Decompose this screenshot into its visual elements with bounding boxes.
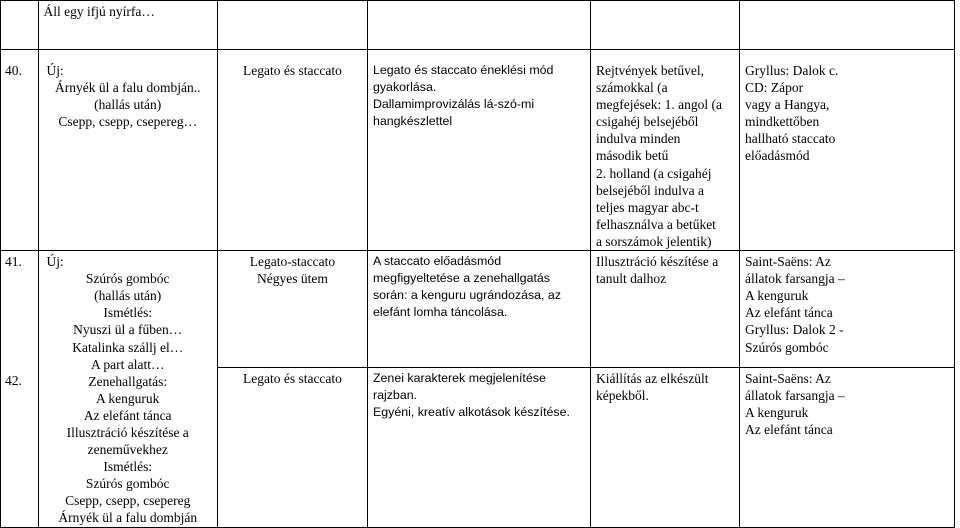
skill-line: Legato-staccato <box>249 254 336 270</box>
song-line: (hallás után) <box>94 288 162 304</box>
song-line: Új: <box>46 254 64 270</box>
song-line: Ismétlés: <box>103 305 153 321</box>
listening-line: állatok farsangja – <box>745 387 845 403</box>
song-line: Illusztráció készítése a <box>66 424 189 440</box>
lesson-number: 41. <box>5 254 22 270</box>
activity-line: Zenei karakterek megjelenítése <box>372 370 546 385</box>
integration-line: teljes magyar abc-t <box>596 199 699 215</box>
activities-cell <box>367 367 590 527</box>
song-line: Árnyék ül a falu dombján.. <box>54 80 201 96</box>
table-row <box>1 251 955 368</box>
song-line: A kenguruk <box>96 390 160 406</box>
integration-line: Kiállítás az elkészült <box>596 370 709 386</box>
song-title-cell <box>38 1 217 50</box>
songs-cell <box>38 251 217 528</box>
listening-line: hallható staccato <box>745 131 836 147</box>
lesson-number-cell <box>1 251 39 528</box>
song-line: Szúrós gombóc <box>85 476 170 492</box>
listening-line: Saint-Saëns: Az <box>745 254 831 270</box>
integration-line: képekből. <box>596 387 649 403</box>
listening-line: Az elefánt tánca <box>745 305 833 321</box>
table-row <box>1 1 955 50</box>
listening-line: Szúrós gombóc <box>745 339 829 355</box>
skill-line: Legato és staccato <box>242 370 342 386</box>
integration-line: megfejések: 1. angol (a <box>596 97 722 113</box>
empty-cell <box>591 1 740 50</box>
song-line: Árnyék ül a falu dombján <box>58 510 198 526</box>
listening-cell <box>740 50 955 251</box>
lesson-number: 42. <box>5 373 22 389</box>
activity-line: Dallamimprovizálás lá-szó-mi <box>372 97 535 112</box>
integration-line: indulva minden <box>596 131 681 147</box>
listening-line: mindkettőben <box>745 114 820 130</box>
song-line: (hallás után) <box>94 97 162 113</box>
song-title: Áll egy ifjú nyírfa… <box>43 4 155 19</box>
integration-line: Illusztráció készítése a <box>596 254 719 270</box>
activity-line: gyakorlása. <box>372 80 437 95</box>
listening-line: előadásmód <box>745 148 810 164</box>
activity-line: A staccato előadásmód <box>372 254 502 269</box>
listening-line: A kenguruk <box>745 288 809 304</box>
integration-cell <box>591 367 740 527</box>
integration-line: 2. holland (a csigahéj <box>596 165 712 181</box>
lesson-number: 40. <box>5 63 22 78</box>
skill-line: Legato és staccato <box>242 63 342 78</box>
activity-line: Legato és staccato éneklési mód <box>372 63 554 77</box>
activities-cell <box>367 50 590 251</box>
songs-cell <box>38 50 217 251</box>
listening-line: Az elefánt tánca <box>745 421 833 437</box>
empty-cell <box>367 1 590 50</box>
integration-cell <box>591 251 740 368</box>
listening-line: Gryllus: Dalok c. <box>745 63 839 78</box>
skills-cell <box>217 50 367 251</box>
listening-line: Gryllus: Dalok 2 - <box>745 322 844 338</box>
activity-line: Egyéni, kreatív alkotások készítése. <box>372 404 570 419</box>
table-row <box>1 50 955 251</box>
integration-line: felhasználva a betűket <box>596 216 716 232</box>
listening-line: CD: Zápor <box>745 80 804 96</box>
integration-line: csigahéj belsejéből <box>596 114 699 130</box>
integration-line: számokkal (a <box>596 80 668 96</box>
song-line: A part alatt… <box>90 356 165 372</box>
song-line: zeneművekhez <box>87 442 168 458</box>
activity-line: megfigyeltetése a zenehallgatás <box>372 271 550 286</box>
integration-line: a sorszámok jelentik) <box>596 233 712 249</box>
empty-cell <box>740 1 955 50</box>
empty-cell <box>1 1 39 50</box>
listening-cell <box>740 367 955 527</box>
skills-cell <box>217 251 367 368</box>
integration-line: második betű <box>596 148 669 164</box>
song-line: Zenehallgatás: <box>88 373 168 389</box>
skills-cell <box>217 367 367 527</box>
song-line: Ismétlés: <box>103 459 153 475</box>
empty-cell <box>217 1 367 50</box>
listening-line: A kenguruk <box>745 404 809 420</box>
integration-line: belsejéből indulva a <box>596 182 704 198</box>
listening-line: vagy a Hangya, <box>745 97 830 113</box>
integration-cell <box>591 50 740 251</box>
activity-line: hangkészlettel <box>372 114 453 129</box>
song-line: Az elefánt tánca <box>83 407 172 423</box>
integration-line: tanult dalhoz <box>596 271 667 287</box>
song-line: Nyuszi ül a fűben… <box>73 322 183 338</box>
listening-line: Saint-Saëns: Az <box>745 370 831 386</box>
song-line: Új: <box>46 63 64 78</box>
song-line: Katalinka szállj el… <box>72 339 184 355</box>
integration-line: Rejtvények betűvel, <box>596 63 704 78</box>
lesson-number-cell <box>1 50 39 251</box>
activity-line: elefánt lomha táncolása. <box>372 305 508 320</box>
skill-line: Négyes ütem <box>257 271 328 287</box>
song-line: Szúrós gombóc <box>85 271 170 287</box>
activity-line: során: a kenguru ugrándozása, az <box>372 288 562 303</box>
listening-cell <box>740 251 955 368</box>
listening-line: állatok farsangja – <box>745 271 845 287</box>
activities-cell <box>367 251 590 368</box>
song-line: Csepp, csepp, csepereg <box>65 493 191 509</box>
activity-line: rajzban. <box>372 387 418 402</box>
song-line: Csepp, csepp, csepereg… <box>58 114 198 130</box>
